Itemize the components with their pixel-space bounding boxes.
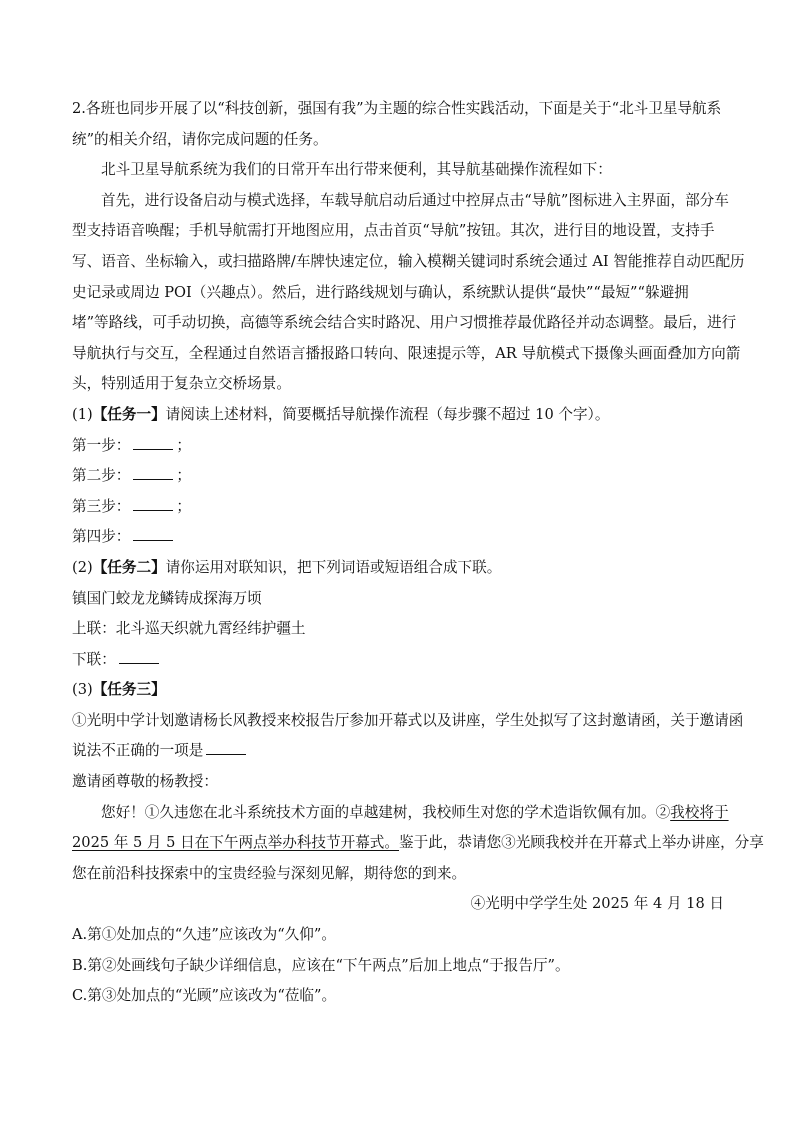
underlined-sentence-part-1: 我校将于: [670, 803, 729, 821]
passage-paragraph-2-line-5: 堵”等路线，可手动切换，高德等系统会结合实时路况、用户习惯推荐最优路径并动态调整。最后，进行: [72, 314, 737, 332]
task-1-prompt: [72, 400, 724, 431]
task-1-step-4: [72, 522, 724, 553]
option-a[interactable]: A.第①处加点的“久违”应该改为“久仰”。: [72, 926, 336, 944]
task-2-prompt: [72, 553, 724, 584]
step-2-answer-blank[interactable]: [133, 465, 173, 480]
step-1-end: ；: [176, 436, 191, 454]
task-1-step-3: [72, 492, 724, 523]
task-3-label: 【任务三】: [92, 681, 166, 699]
passage-paragraph-2-line-2: 型支持语音唤醒；手机导航需打开地图应用，点击首页“导航”按钮。其次，进行目的地设置，支持手: [72, 222, 715, 240]
task-1-step-2: [72, 461, 724, 492]
passage-paragraph-2-line-6: 导航执行与交互，全程通过自然语言播报路口转向、限速提示等，AR 导航模式下摄像头画面叠加方向箭: [72, 344, 741, 362]
passage-paragraph-2-line-7: 头，特别适用于复杂立交桥场景。: [72, 375, 291, 393]
step-3-answer-blank[interactable]: [133, 496, 173, 511]
passage-paragraph-2-line-1: 首先，进行设备启动与模式选择，车载导航启动后通过中控屏点击“导航”图标进入主界面，部分车: [101, 191, 729, 209]
step-3-label: 第三步：: [72, 497, 131, 515]
task-1-step-1: [72, 431, 724, 462]
task-3-question-line-1: ①光明中学计划邀请杨长风教授来校报告厅参加开幕式以及讲座，学生处拟写了这封邀请函，关于邀请函: [72, 711, 744, 729]
task-3-heading: [72, 675, 724, 706]
question-intro-line-1: 2.各班也同步开展了以“科技创新，强国有我”为主题的综合性实践活动，下面是关于“北斗卫星导航系: [72, 100, 722, 117]
letter-body-line-2: [72, 828, 764, 859]
task-3-answer-blank[interactable]: [206, 740, 246, 755]
task-2-prefix: (2): [72, 558, 93, 576]
step-4-answer-blank[interactable]: [133, 526, 173, 541]
task-3-question-line-2: [72, 736, 724, 767]
step-1-answer-blank[interactable]: [133, 435, 173, 450]
couplet-upper-line: 上联：北斗巡天织就九霄经纬护疆土: [72, 620, 306, 638]
task-1-prefix: (1): [72, 405, 93, 423]
couplet-lower-answer-blank[interactable]: [119, 649, 159, 664]
step-4-label: 第四步：: [72, 528, 131, 546]
task-1-text: 请阅读上述材料，简要概括导航操作流程（每步骤不超过 10 个字）。: [165, 405, 610, 423]
step-2-end: ；: [176, 467, 191, 485]
passage-paragraph-2-line-3: 写、语音、坐标输入，或扫描路牌/车牌快速定位，输入模糊关键词时系统会通过 AI 智能推荐自动匹配历: [72, 252, 745, 270]
option-b[interactable]: B.第②处画线句子缺少详细信息，应该在“下午两点”后加上地点“于报告厅”。: [72, 956, 570, 974]
document-page: [72, 94, 764, 1012]
question-intro-line-2: 统”的相关介绍，请你完成问题的任务。: [72, 130, 328, 148]
letter-greeting: 邀请函尊敬的杨教授：: [72, 773, 218, 791]
task-3-prefix: (3): [72, 681, 93, 699]
letter-body-text-2b: 鉴于此，恭请您③光顾我校并在开幕式上举办讲座，分享: [399, 834, 764, 852]
passage-paragraph-1: 北斗卫星导航系统为我们的日常开车出行带来便利，其导航基础操作流程如下：: [101, 161, 612, 179]
passage-paragraph-2-line-4: 史记录或周边 POI（兴趣点）。然后，进行路线规划与确认，系统默认提供“最快”“最短”“躲避拥: [72, 283, 689, 301]
option-c[interactable]: C.第③处加点的“光顾”应该改为“莅临”。: [72, 987, 337, 1005]
task-2-word-list: 镇国门蛟龙龙鳞铸成探海万顷: [72, 589, 262, 607]
letter-body-text-1a: 您好！①久违您在北斗系统技术方面的卓越建树，我校师生对您的学术造诣钦佩有加。②: [101, 803, 671, 821]
task-2-label: 【任务二】: [92, 558, 166, 576]
letter-signature: ④光明中学学生处 2025 年 4 月 18 日: [470, 895, 724, 913]
task-2-text: 请你运用对联知识，把下列词语或短语组合成下联。: [165, 558, 502, 576]
couplet-lower-line: [72, 645, 724, 676]
letter-body-line-3: 您在前沿科技探索中的宝贵经验与深刻见解，期待您的到来。: [72, 864, 467, 882]
couplet-lower-label: 下联：: [72, 650, 116, 668]
task-3-question-text: 说法不正确的一项是: [72, 742, 204, 760]
step-1-label: 第一步：: [72, 436, 131, 454]
step-2-label: 第二步：: [72, 467, 131, 485]
underlined-sentence-part-2: 2025 年 5 月 5 日在下午两点举办科技节开幕式。: [72, 834, 399, 852]
step-3-end: ；: [176, 497, 191, 515]
letter-body-line-1: [72, 798, 729, 829]
task-1-label: 【任务一】: [92, 405, 166, 423]
